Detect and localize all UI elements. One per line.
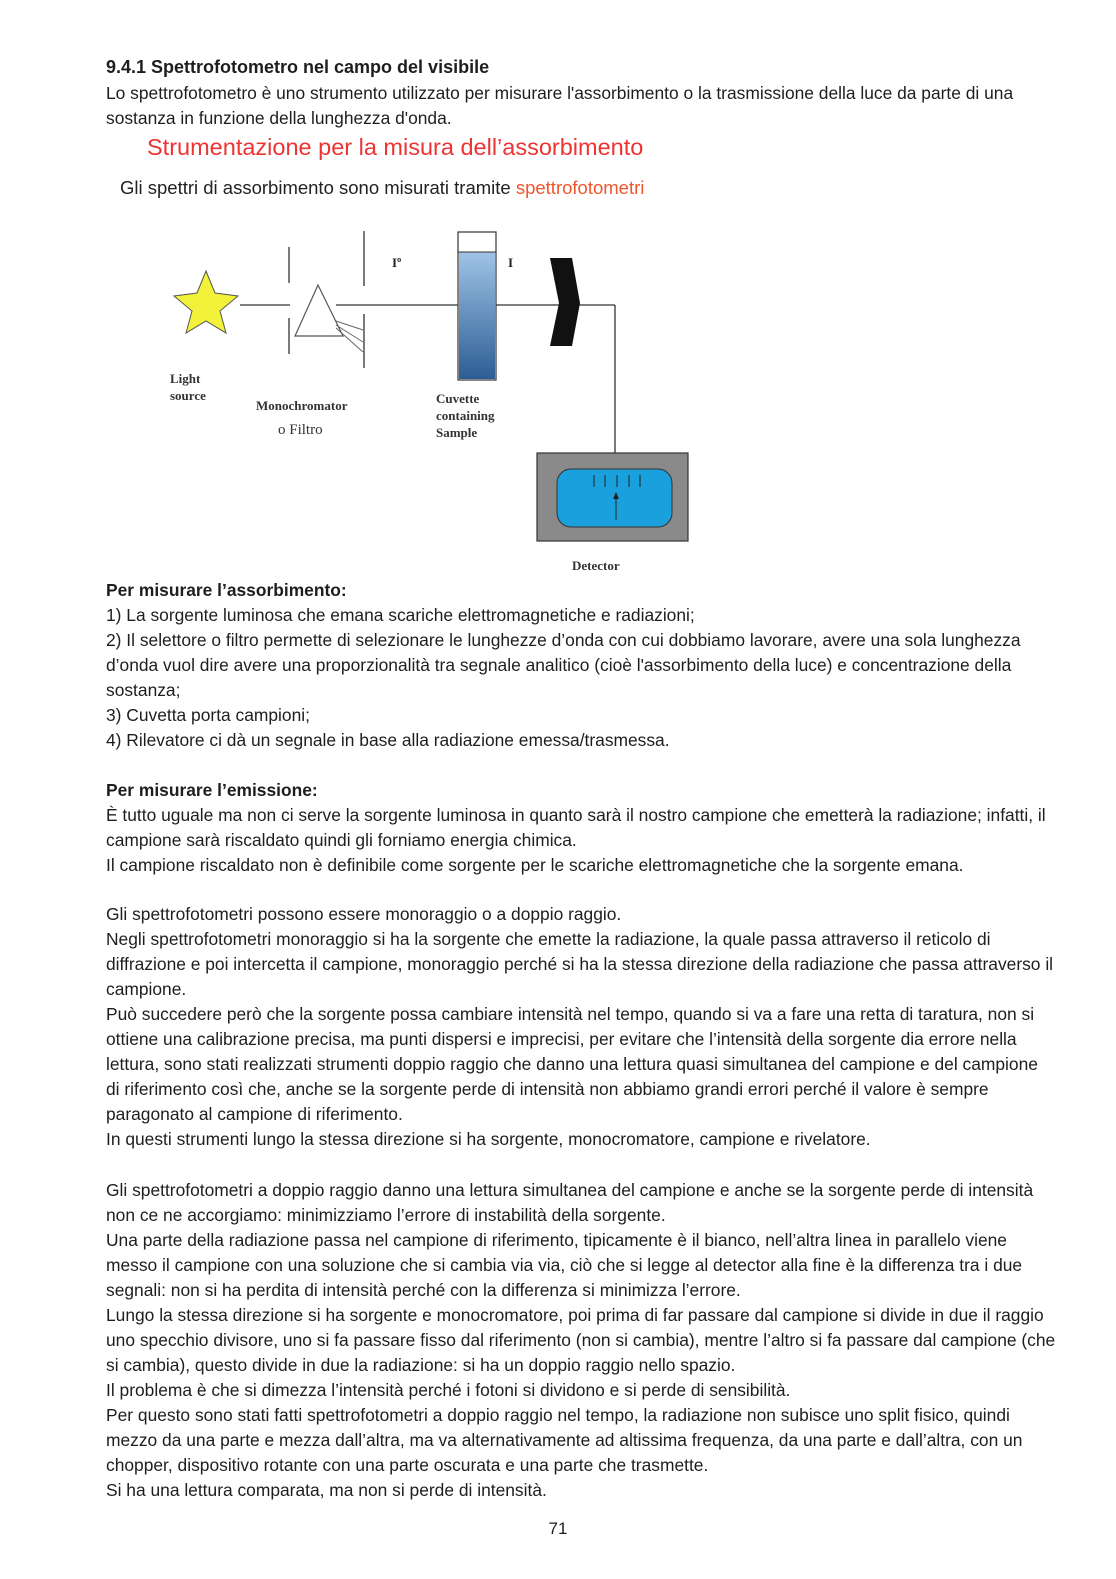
light-source-star-icon: [174, 271, 238, 333]
double-beam-paragraph-3: Lungo la stessa direzione si ha sorgente e monocromatore, poi prima di far passare dal campione si divide in due il raggio uno specchio divisore, uno si fa passare fisso dal riferimento (non si cambia), mentre l’altro si fa passare dal campione (che si cambia), questo divide in due la radiazione: si ha un doppio raggio nello spazio.: [106, 1305, 1056, 1375]
emission-title: Per misurare l’emissione:: [106, 780, 318, 800]
single-beam-paragraph-4: In questi strumenti lungo la stessa direzione si ha sorgente, monocromatore, campione e rivelatore.: [106, 1129, 871, 1149]
emission-paragraph-1: È tutto uguale ma non ci serve la sorgente luminosa in quanto sarà il nostro campione che emetterà la radiazione; infatti, il campione sarà riscaldato quindi gli forniamo energia chimica.: [106, 805, 1046, 850]
absorbance-section: [106, 578, 1056, 753]
transmitted-intensity-label: I: [508, 255, 514, 270]
detector-label: Detector: [572, 558, 620, 573]
filter-label: o Filtro: [278, 422, 323, 438]
figure-title: Strumentazione per la misura dell’assorbimento: [147, 134, 644, 160]
figure-subtitle-prefix: Gli spettri di assorbimento sono misurati tramite: [120, 177, 516, 198]
spectrophotometer-diagram: [100, 128, 740, 578]
absorbance-item-3: 3) Cuvetta porta campioni;: [106, 705, 310, 725]
double-beam-section: [106, 1178, 1056, 1503]
page-number: 71: [548, 1519, 568, 1538]
section-heading: 9.4.1 Spettrofotometro nel campo del visibile: [106, 57, 490, 77]
absorbance-item-1: 1) La sorgente luminosa che emana scariche elettromagnetiche e radiazioni;: [106, 605, 695, 625]
exit-slit-icon: [550, 258, 580, 346]
single-beam-paragraph-3: Può succedere però che la sorgente possa cambiare intensità nel tempo, quando si va a fare una retta di taratura, non si ottiene una calibrazione precisa, ma punti dispersi e imprecisi, per evitare che l’intensità della sorgente dia errore nella lettura, sono stati realizzati strumenti doppio raggio che danno una lettura quasi simultanea del campione e del campione di riferimento così che, anche se la sorgente perde di intensità non abbiamo grandi errori perché il valore è sempre paragonato al campione di riferimento.: [106, 1004, 1038, 1124]
emission-section: [106, 778, 1056, 878]
incident-intensity-label: Iº: [392, 255, 402, 270]
light-source-label-2: source: [170, 388, 206, 403]
absorbance-item-2: 2) Il selettore o filtro permette di selezionare le lunghezze d’onda con cui dobbiamo lavorare, avere una sola lunghezza d’onda vuol dire avere una proporzionalità tra segnale analitico (cioè l'assorbimento della luce) e concentrazione della sostanza;: [106, 630, 1021, 700]
monochromator-label: Monochromator: [256, 398, 348, 413]
single-beam-section: [106, 902, 1056, 1152]
absorbance-title: Per misurare l’assorbimento:: [106, 580, 347, 600]
emission-paragraph-2: Il campione riscaldato non è definibile come sorgente per le scariche elettromagnetiche che la sorgente emana.: [106, 855, 964, 875]
double-beam-paragraph-5: Per questo sono stati fatti spettrofotometri a doppio raggio nel tempo, la radiazione non subisce uno split fisico, quindi mezzo da una parte e mezza dall’altra, ma va alternativamente ad altissima frequenza, da una parte e dall’altra, con un chopper, dispositivo rotante con una parte oscurata e una parte che trasmette.: [106, 1405, 1023, 1475]
absorbance-item-4: 4) Rilevatore ci dà un segnale in base alla radiazione emessa/trasmessa.: [106, 730, 670, 750]
double-beam-paragraph-2: Una parte della radiazione passa nel campione di riferimento, tipicamente è il bianco, nell’altra linea in parallelo viene messo il campione con una soluzione che si cambia via via, ciò che si legge al detector alla fine è la differenza tra i due segnali: non si ha perdita di intensità perché con la differenza si minimizza l’errore.: [106, 1230, 1023, 1300]
double-beam-paragraph-6: Si ha una lettura comparata, ma non si perde di intensità.: [106, 1480, 547, 1500]
figure-subtitle: [120, 177, 644, 198]
cuvette-label-3: Sample: [436, 425, 478, 440]
cuvette-sample: [459, 252, 495, 379]
single-beam-paragraph-2: Negli spettrofotometri monoraggio si ha la sorgente che emette la radiazione, la quale passa attraverso il reticolo di diffrazione e poi intercetta il campione, monoraggio perché si ha la stessa direzione della radiazione che passa attraverso il campione.: [106, 929, 1054, 999]
cuvette-label-2: containing: [436, 408, 495, 423]
light-source-label-1: Light: [170, 371, 201, 386]
single-beam-paragraph-1: Gli spettrofotometri possono essere monoraggio o a doppio raggio.: [106, 904, 622, 924]
double-beam-paragraph-1: Gli spettrofotometri a doppio raggio danno una lettura simultanea del campione e anche se la sorgente perde di intensità non ce ne accorgiamo: minimizziamo l’errore di instabilità della sorgente.: [106, 1180, 1034, 1225]
intro-paragraph: Lo spettrofotometro è uno strumento utilizzato per misurare l'assorbimento o la trasmissione della luce da parte di una sostanza in funzione della lunghezza d'onda.: [106, 83, 1014, 128]
cuvette-label-1: Cuvette: [436, 391, 480, 406]
double-beam-paragraph-4: Il problema è che si dimezza l’intensità perché i fotoni si dividono e si perde di sensibilità.: [106, 1380, 791, 1400]
figure-subtitle-highlight: spettrofotometri: [515, 177, 645, 198]
